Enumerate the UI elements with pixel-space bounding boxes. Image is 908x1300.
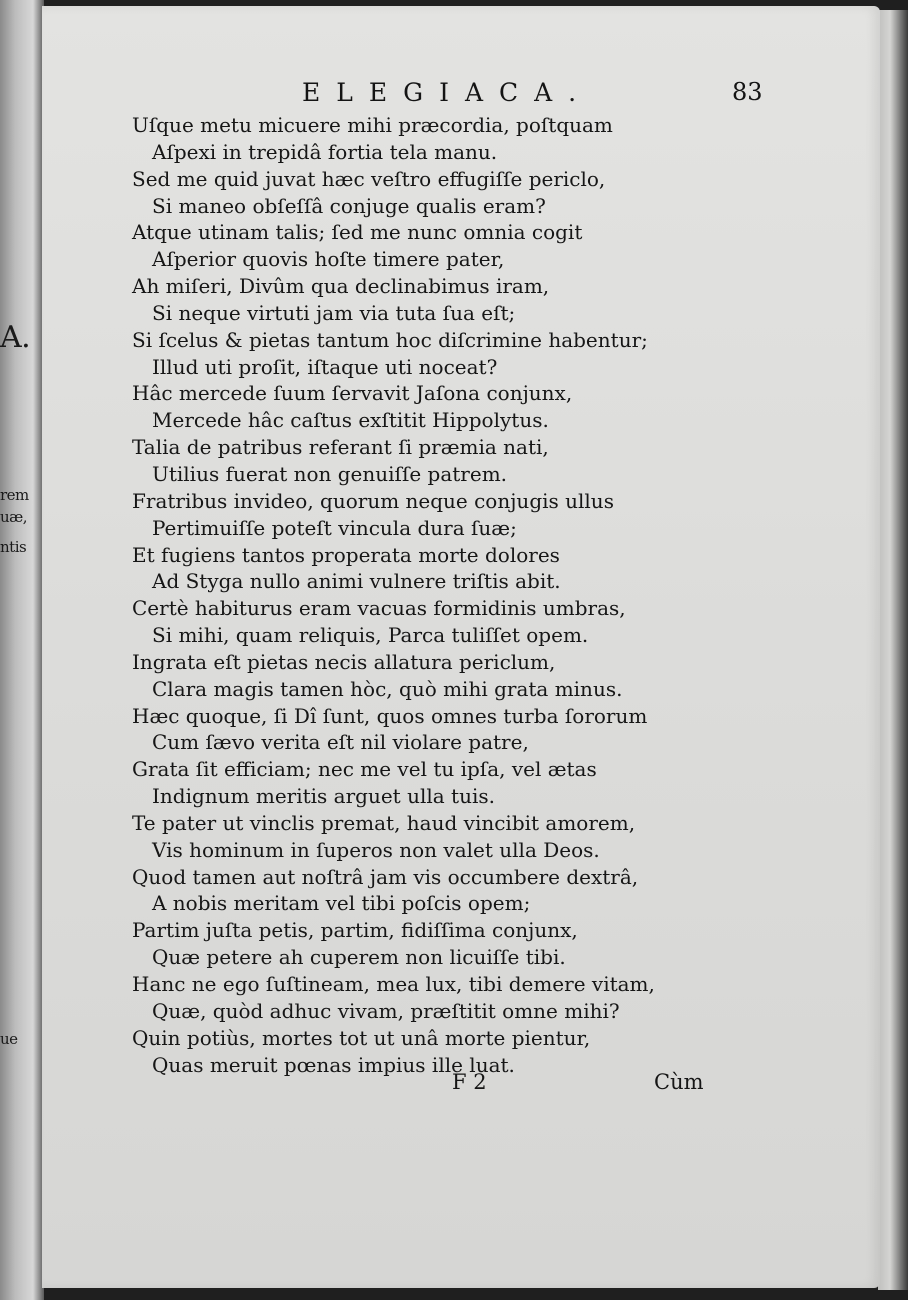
- verse-line-hexameter: Certè habiturus eram vacuas formidinis umbras,: [132, 596, 626, 621]
- verse-line-hexameter: Sed me quid juvat hæc veſtro effugiſſe periclo,: [132, 166, 606, 191]
- facing-page-fragment: uæ,: [0, 508, 28, 526]
- verse-line-pentameter: Quæ, quòd adhuc vivam, præſtitit omne mihi?: [152, 998, 620, 1023]
- verse-line-hexameter: Et fugiens tantos properata morte dolores: [132, 542, 560, 567]
- catchword: Cùm: [654, 1070, 704, 1094]
- verse-line-pentameter: Cum ſævo verita eſt nil violare patre,: [152, 730, 529, 755]
- facing-page-fragment: rem: [0, 486, 29, 504]
- facing-page-fragment: ue: [0, 1030, 18, 1048]
- verse-line-pentameter: Mercede hâc caſtus exſtitit Hippolytus.: [152, 408, 549, 433]
- page-number: 83: [732, 78, 763, 106]
- verse-line-hexameter: Quin potiùs, mortes tot ut unâ morte pientur,: [132, 1025, 591, 1050]
- verse-line-hexameter: Talia de patribus referant ſi præmia nati,: [132, 435, 549, 460]
- verse-line-hexameter: Hanc ne ego ſuſtineam, mea lux, tibi demere vitam,: [132, 972, 655, 996]
- verse-line-hexameter: Quod tamen aut noſtrâ jam vis occumbere dextrâ,: [132, 864, 639, 889]
- verse-line-hexameter: Fratribus invideo, quorum neque conjugis ullus: [132, 488, 614, 513]
- verse-line-pentameter: Utilius fuerat non genuiſſe patrem.: [152, 461, 508, 486]
- verse-line-pentameter: Si neque virtuti jam via tuta ſua eſt;: [152, 300, 516, 325]
- verse-line-hexameter: Ah miſeri, Divûm qua declinabimus iram,: [132, 274, 550, 299]
- page-fore-edge: [878, 10, 908, 1290]
- verse-line-hexameter: Ingrata eſt pietas necis allatura periclum,: [132, 649, 556, 674]
- verse-line-pentameter: Si maneo obſeſſâ conjuge qualis eram?: [152, 193, 546, 218]
- verse-line-hexameter: Si ſcelus & pietas tantum hoc diſcrimine habentur;: [132, 327, 648, 352]
- verse-line-pentameter: A nobis meritam vel tibi poſcis opem;: [152, 891, 531, 916]
- verse-line-hexameter: Hæc quoque, ſi Dî ſunt, quos omnes turba ſororum: [132, 703, 648, 728]
- verse-line-pentameter: Pertimuiſſe poteſt vincula dura ſuæ;: [152, 515, 517, 540]
- verse-line-pentameter: Aſpexi in trepidâ fortia tela manu.: [152, 139, 498, 164]
- verse-line-hexameter: Atque utinam talis; ſed me nunc omnia cogit: [132, 220, 583, 245]
- verse-block: [42, 112, 880, 1078]
- running-title: ELEGIACA.: [302, 78, 593, 107]
- verse-line-pentameter: Illud uti proſit, iſtaque uti noceat?: [152, 354, 498, 379]
- book-page: [42, 6, 880, 1288]
- verse-line-pentameter: Quæ petere ah cuperem non licuiſſe tibi.: [152, 945, 566, 970]
- signature-mark: F 2: [452, 1070, 487, 1094]
- facing-page-edge: [0, 0, 44, 1300]
- verse-line-pentameter: Indignum meritis arguet ulla tuis.: [152, 784, 495, 809]
- verse-line-hexameter: Partim juſta petis, partim, fidiſſima conjunx,: [132, 918, 578, 943]
- verse-line-hexameter: Grata ſit efficiam; nec me vel tu ipſa, vel ætas: [132, 757, 597, 782]
- verse-line-hexameter: Te pater ut vinclis premat, haud vincibit amorem,: [132, 810, 636, 835]
- verse-line-pentameter: Vis hominum in ſuperos non valet ulla Deos.: [152, 837, 600, 862]
- verse-line-hexameter: Hâc mercede ſuum ſervavit Jaſona conjunx,: [132, 381, 573, 406]
- verse-line-pentameter: Clara magis tamen hòc, quò mihi grata minus.: [152, 676, 623, 701]
- verse-line-pentameter: Quas meruit pœnas impius ille luat.: [152, 1052, 515, 1077]
- verse-line-pentameter: Si mihi, quam reliquis, Parca tuliſſet opem.: [152, 623, 589, 648]
- facing-page-fragment: ntis: [0, 538, 27, 556]
- facing-page-fragment: A.: [0, 320, 31, 355]
- verse-line-pentameter: Ad Styga nullo animi vulnere triſtis abit.: [152, 569, 561, 594]
- verse-line-hexameter: Uſque metu micuere mihi præcordia, poſtquam: [132, 113, 613, 137]
- verse-line-pentameter: Aſperior quovis hoſte timere pater,: [152, 247, 505, 272]
